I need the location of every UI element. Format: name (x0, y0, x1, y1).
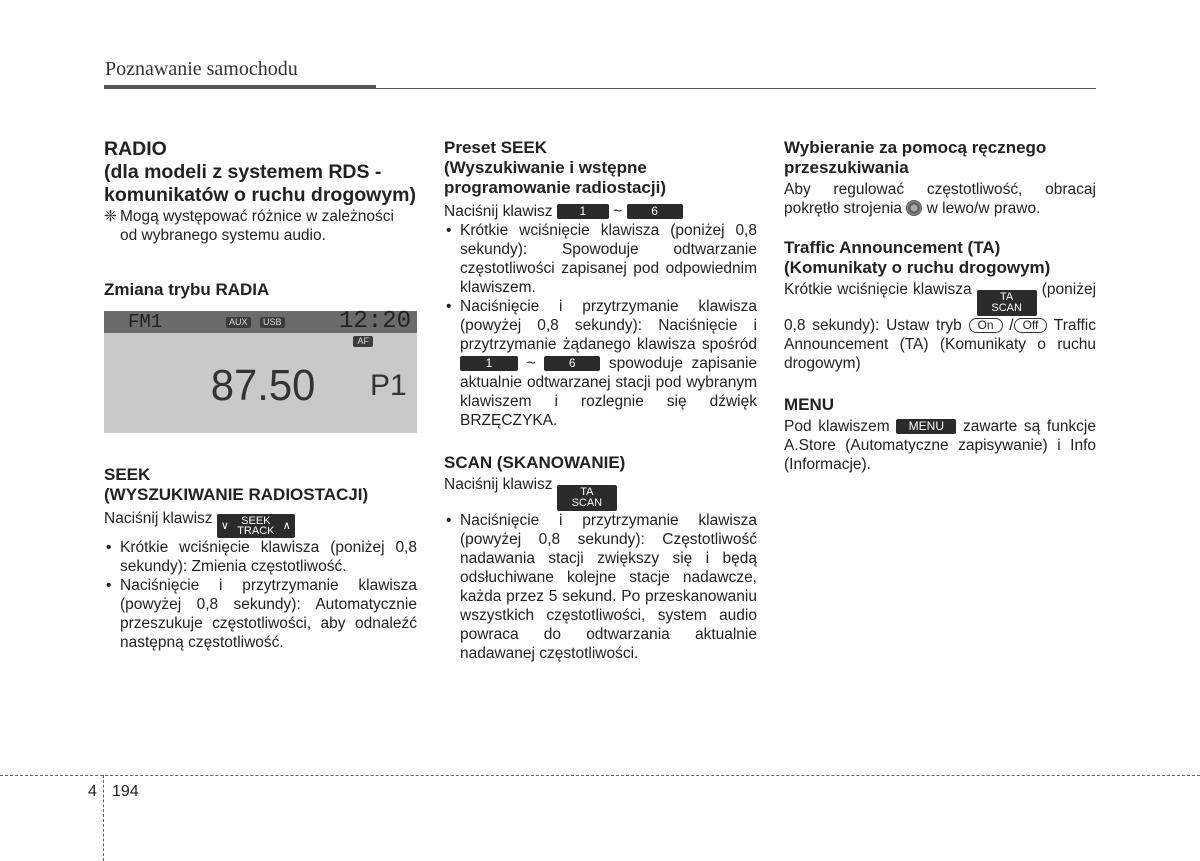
manual-title-1: Wybieranie za pomocą ręcznego (784, 138, 1047, 157)
preset-key-6[interactable]: 6 (627, 204, 683, 219)
ta-title-1: Traffic Announcement (TA) (784, 238, 1001, 257)
footer-rule (0, 775, 1200, 776)
radio-title: RADIO (104, 138, 167, 160)
display-clock: 12:20 (338, 308, 411, 335)
radio-display (104, 308, 417, 433)
page-header-title: Poznawanie samochodu (105, 58, 298, 80)
manual-title-2: przeszukiwania (784, 158, 909, 177)
seek-press-line: Naciśnij klawisz ∨ SEEK TRACK ∧ (104, 509, 417, 538)
radio-subtitle-1: (dla modeli z systemem RDS - (104, 161, 382, 183)
preset-title-1: Preset SEEK (444, 138, 547, 157)
off-indicator: Off (1014, 318, 1048, 333)
usb-badge: USB (260, 317, 285, 328)
scan-press-line: Naciśnij klawisz TA SCAN (444, 475, 757, 511)
radio-subtitle-2: komunikatów o ruchu drogowym) (104, 184, 417, 206)
note-text: Mogą występować różnice w zależności od wybranego systemu audio. (120, 208, 394, 244)
audio-note (104, 207, 417, 245)
preset-key-6-inline[interactable]: 6 (544, 356, 600, 371)
preset-bullet-list (444, 221, 757, 430)
display-band-label: FM1 (128, 311, 163, 333)
column-1 (104, 138, 417, 652)
page-number: 194 (112, 783, 139, 800)
ta-scan-key-2[interactable]: TA SCAN (977, 290, 1037, 316)
menu-key[interactable]: MENU (896, 419, 956, 434)
chevron-down-icon: ∨ (220, 520, 229, 532)
list-item: • Naciśnięcie i przytrzymanie klawisza (powyżej 0,8 sekundy): Automatycznie przeszukuje częstotliwości, aby odnaleźć następną częstotliwość. (104, 576, 417, 652)
note-mark: ❈ (104, 208, 117, 225)
tuning-knob-icon (906, 200, 922, 216)
seek-track-key[interactable]: ∨ SEEK TRACK ∧ (217, 514, 295, 538)
manual-text: Aby regulować częstotliwość, obracaj pokrętło strojenia w lewo/w prawo. (784, 181, 1096, 217)
display-frequency: 87.50 (210, 361, 316, 410)
scan-bullet-list (444, 511, 757, 663)
scan-title: SCAN (SKANOWANIE) (444, 453, 626, 472)
footer-vertical-rule (103, 775, 104, 861)
list-item: • Naciśnięcie i przytrzymanie klawisza (powyżej 0,8 sekundy): Naciśnięcie i przytrzymanie żądanego klawisza spośród 1 ~ 6 spowoduje zapisanie aktualnie odtwarzanej stacji pod wybranym klawiszem i rozlegnie się dźwięk BRZĘCZYKA. (444, 297, 757, 430)
preset-title-2: (Wyszukiwanie i wstępne (444, 158, 647, 177)
column-2 (444, 138, 757, 663)
seek-title-1: SEEK (104, 465, 151, 484)
column-3 (784, 138, 1096, 474)
display-preset: P1 (370, 369, 407, 402)
preset-press-line: Naciśnij klawisz 1 ~ 6 (444, 202, 757, 221)
mode-title: Zmiana trybu RADIA (104, 280, 270, 299)
menu-title: MENU (784, 395, 835, 414)
ta-text: Krótkie wciśnięcie klawisza TA SCAN (poniżej 0,8 sekundy): Ustaw tryb On / Off Traffic Announcement (TA) (Komunikaty o ruchu drogowym) (784, 281, 1097, 372)
list-item: • Naciśnięcie i przytrzymanie klawisza (powyżej 0,8 sekundy): Częstotliwość nadawania stacji zwiększy się i będą odsłuchiwane kolejne stacje nadawcze, każda przez 5 sekund. Po przeskanowaniu wszystkich częstotliwości, system audio powraca do odtwarzania aktualnie nadawanej częstotliwości. (444, 511, 757, 663)
ta-scan-key[interactable]: TA SCAN (557, 485, 617, 511)
ta-title-2: (Komunikaty o ruchu drogowym) (784, 258, 1051, 277)
seek-title-2: (WYSZUKIWANIE RADIOSTACJI) (104, 485, 369, 504)
preset-key-1[interactable]: 1 (557, 204, 609, 219)
chapter-number: 4 (88, 783, 97, 800)
af-badge: AF (353, 336, 373, 347)
preset-key-1-inline[interactable]: 1 (460, 356, 518, 371)
on-indicator: On (969, 318, 1003, 333)
chevron-up-icon: ∧ (282, 520, 291, 532)
seek-bullet-list (104, 538, 417, 652)
aux-badge: AUX (226, 317, 251, 328)
menu-text: Pod klawiszem MENU zawarte są funkcje A.Store (Automatyczne zapisywanie) i Info (Informacje). (784, 418, 1097, 473)
list-item: • Krótkie wciśnięcie klawisza (poniżej 0,8 sekundy): Spowoduje odtwarzanie częstotliwości zapisanej pod odpowiednim klawiszem. (444, 221, 757, 297)
preset-title-3: programowanie radiostacji) (444, 178, 666, 197)
header-rule-thin (104, 88, 1096, 89)
list-item: • Krótkie wciśnięcie klawisza (poniżej 0,8 sekundy): Zmienia częstotliwość. (104, 538, 417, 576)
